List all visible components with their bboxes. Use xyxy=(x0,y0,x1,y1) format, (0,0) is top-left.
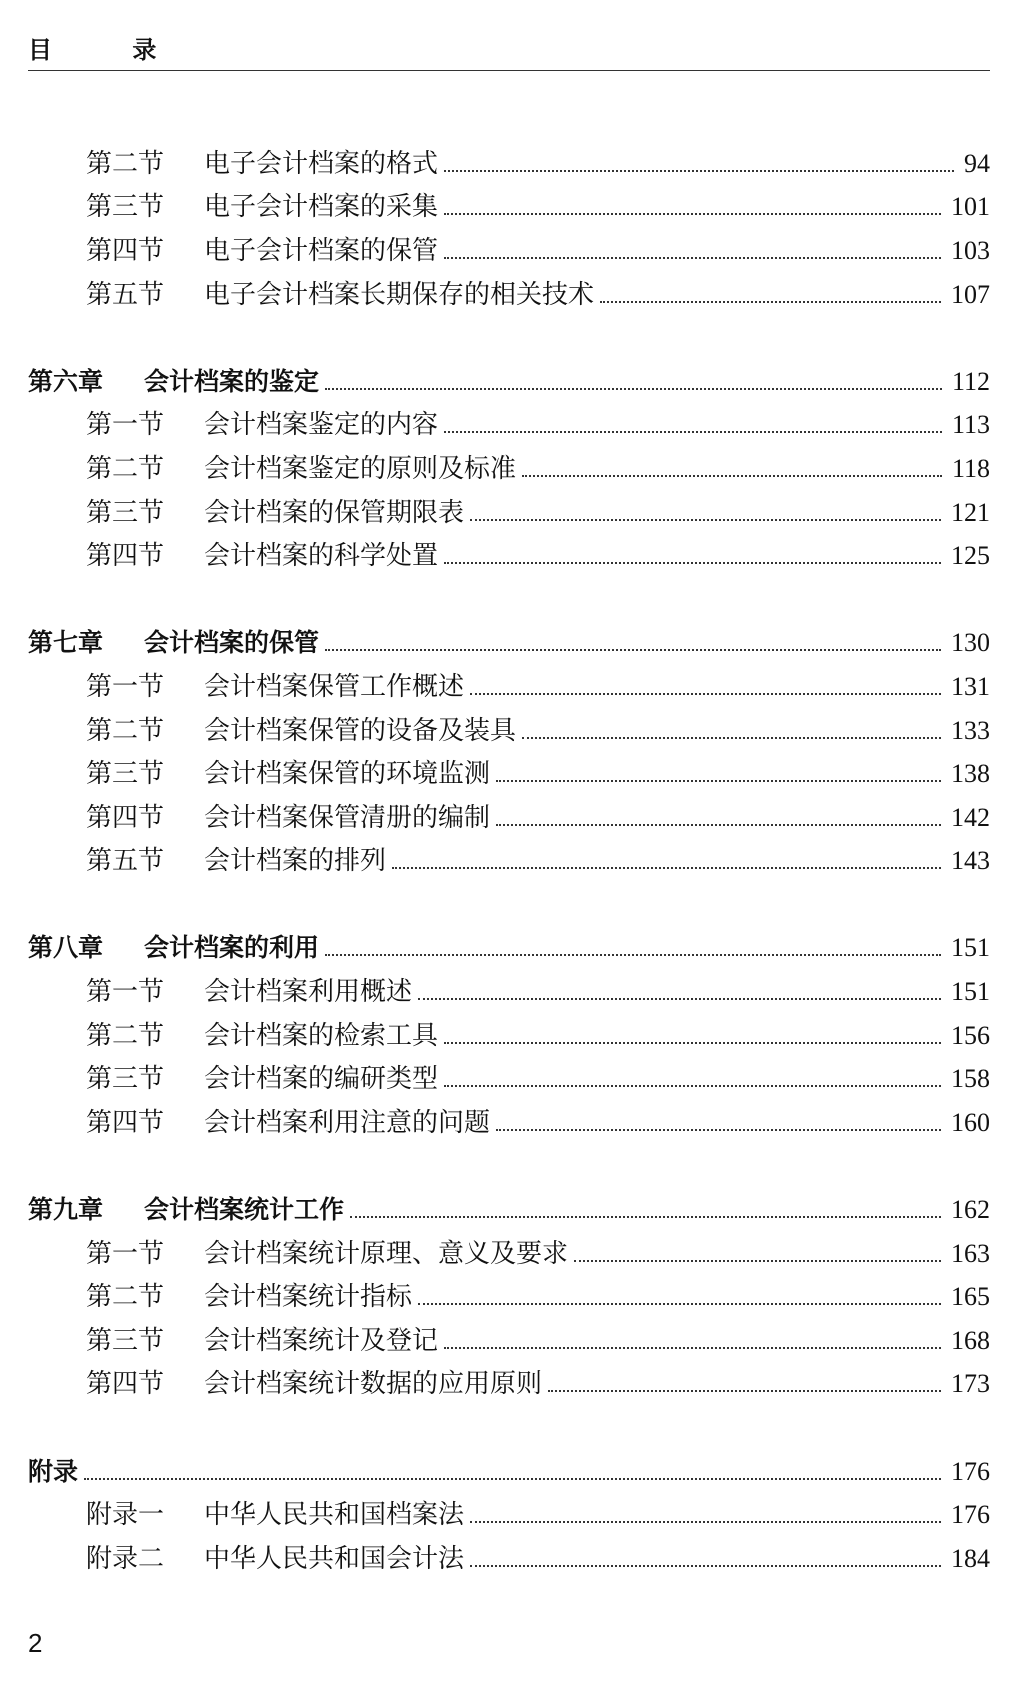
toc-chapter-6[interactable] xyxy=(28,360,990,404)
toc-entry[interactable] xyxy=(28,447,990,491)
toc-section-label: 第二节 xyxy=(86,715,165,746)
toc-section-title: 会计档案保管的环境监测 xyxy=(204,759,491,790)
toc-entry[interactable] xyxy=(28,229,990,273)
toc-entry[interactable] xyxy=(28,1232,990,1276)
dot-leader xyxy=(418,996,941,1000)
dot-leader xyxy=(444,1040,941,1044)
toc-section-label: 第三节 xyxy=(86,1325,165,1356)
toc-section-label: 第三节 xyxy=(86,497,165,528)
toc-page-number: 131 xyxy=(951,671,990,701)
toc-section-title: 会计档案的检索工具 xyxy=(204,1020,439,1051)
toc-page-number: 176 xyxy=(951,1456,990,1486)
dot-leader xyxy=(548,1388,941,1392)
toc-section-label: 第一节 xyxy=(86,1238,165,1269)
toc-section-label: 第四节 xyxy=(86,541,165,572)
toc-section-label: 第二节 xyxy=(86,1020,165,1051)
dot-leader xyxy=(470,691,941,695)
toc-section-title: 中华人民共和国档案法 xyxy=(204,1500,465,1531)
dot-leader xyxy=(470,1563,941,1567)
dot-leader xyxy=(444,429,942,433)
toc-page-number: 165 xyxy=(951,1282,990,1312)
toc-section-title: 会计档案统计及登记 xyxy=(204,1325,439,1356)
toc-appendix-title: 附录 xyxy=(28,1456,79,1486)
dot-leader xyxy=(444,1345,941,1349)
toc-page-number: 118 xyxy=(951,453,990,483)
toc-section-title: 会计档案的科学处置 xyxy=(204,541,439,572)
dot-leader xyxy=(418,1301,941,1305)
toc-section-label: 第一节 xyxy=(86,671,165,702)
toc-section-label: 第四节 xyxy=(86,1107,165,1138)
toc-entry[interactable] xyxy=(28,970,990,1014)
toc-entry[interactable] xyxy=(28,1319,990,1363)
toc-section-label: 第一节 xyxy=(86,410,165,441)
toc-page-number: 125 xyxy=(951,541,990,571)
toc-page-number: 143 xyxy=(951,846,990,876)
dot-leader xyxy=(350,1214,941,1218)
dot-leader xyxy=(325,647,941,651)
toc-chapter-title: 会计档案的鉴定 xyxy=(144,366,320,396)
spacer xyxy=(28,1145,990,1189)
toc-section-label: 第五节 xyxy=(86,846,165,877)
toc-section-label: 第一节 xyxy=(86,977,165,1008)
toc-page-number: 151 xyxy=(951,933,990,963)
toc-entry[interactable] xyxy=(28,1101,990,1145)
toc-entry[interactable] xyxy=(28,840,990,884)
toc-page-number: 158 xyxy=(951,1064,990,1094)
spacer xyxy=(28,1406,990,1450)
toc-section-title: 会计档案保管的设备及装具 xyxy=(204,715,517,746)
toc-entry[interactable] xyxy=(28,186,990,230)
toc-page-number: 107 xyxy=(951,279,990,309)
toc-section-label: 第四节 xyxy=(86,1369,165,1400)
toc-entry[interactable] xyxy=(28,796,990,840)
toc-section-title: 会计档案鉴定的原则及标准 xyxy=(204,453,517,484)
dot-leader xyxy=(496,822,941,826)
toc-section-title: 电子会计档案的采集 xyxy=(204,192,439,223)
toc-section-label: 第二节 xyxy=(86,453,165,484)
toc-section-title: 会计档案鉴定的内容 xyxy=(204,410,439,441)
page-header-title: 目 录 xyxy=(28,36,193,64)
toc-entry[interactable] xyxy=(28,752,990,796)
dot-leader xyxy=(325,952,941,956)
toc-page-number: 130 xyxy=(951,628,990,658)
toc-page-number: 168 xyxy=(951,1325,990,1355)
toc-entry[interactable] xyxy=(28,1363,990,1407)
toc-section-title: 电子会计档案的保管 xyxy=(204,235,439,266)
toc-chapter-title: 会计档案统计工作 xyxy=(144,1195,345,1225)
toc-page-number: 112 xyxy=(951,366,990,396)
dot-leader xyxy=(496,1127,941,1131)
dot-leader xyxy=(444,168,954,172)
toc-section-title: 电子会计档案的格式 xyxy=(204,148,439,179)
spacer xyxy=(28,316,990,360)
toc-section-title: 会计档案的编研类型 xyxy=(204,1064,439,1095)
toc-section-label: 第五节 xyxy=(86,279,165,310)
toc-chapter-9[interactable] xyxy=(28,1188,990,1232)
toc-page-number: 133 xyxy=(951,715,990,745)
toc-section-title: 会计档案利用注意的问题 xyxy=(204,1107,491,1138)
toc-entry[interactable] xyxy=(28,665,990,709)
toc-page-number: 101 xyxy=(951,192,990,222)
toc-entry[interactable] xyxy=(28,1275,990,1319)
page-header xyxy=(28,26,990,71)
toc-page-number: 156 xyxy=(951,1020,990,1050)
toc-entry[interactable] xyxy=(28,273,990,317)
toc-page-number: 138 xyxy=(951,759,990,789)
toc-page-number: 142 xyxy=(951,802,990,832)
toc-section-label: 第三节 xyxy=(86,1064,165,1095)
toc-entry[interactable] xyxy=(28,1493,990,1537)
toc-section-label: 附录一 xyxy=(86,1500,165,1531)
toc-section-label: 第二节 xyxy=(86,1282,165,1313)
toc-chapter-label: 第八章 xyxy=(28,933,104,963)
dot-leader xyxy=(470,517,941,521)
toc-page-number: 103 xyxy=(951,235,990,265)
toc-chapter-7[interactable] xyxy=(28,622,990,666)
toc-section-title: 会计档案的保管期限表 xyxy=(204,497,465,528)
toc-page-number: 162 xyxy=(951,1195,990,1225)
dot-leader xyxy=(392,865,941,869)
toc-section-label: 第四节 xyxy=(86,802,165,833)
toc-page-number: 184 xyxy=(951,1543,990,1573)
dot-leader xyxy=(444,560,941,564)
toc-section-label: 第二节 xyxy=(86,148,165,179)
dot-leader xyxy=(444,211,941,215)
toc-chapter-title: 会计档案的保管 xyxy=(144,628,320,658)
spacer xyxy=(28,578,990,622)
toc-entry[interactable] xyxy=(28,142,990,186)
toc-entry[interactable] xyxy=(28,404,990,448)
toc-section-label: 附录二 xyxy=(86,1543,165,1574)
toc-entry[interactable] xyxy=(28,491,990,535)
dot-leader xyxy=(496,778,941,782)
toc-page-number: 151 xyxy=(951,977,990,1007)
toc-section-title: 中华人民共和国会计法 xyxy=(204,1543,465,1574)
toc-page-number: 160 xyxy=(951,1107,990,1137)
toc-entry[interactable] xyxy=(28,1057,990,1101)
dot-leader xyxy=(325,386,942,390)
dot-leader xyxy=(522,473,942,477)
dot-leader xyxy=(522,735,941,739)
dot-leader xyxy=(470,1519,941,1523)
dot-leader xyxy=(84,1476,941,1480)
toc-page-number: 163 xyxy=(951,1238,990,1268)
table-of-contents xyxy=(28,142,990,1581)
toc-section-title: 会计档案保管工作概述 xyxy=(204,671,465,702)
toc-section-title: 会计档案的排列 xyxy=(204,846,387,877)
toc-page-number: 113 xyxy=(951,410,990,440)
dot-leader xyxy=(444,255,941,259)
toc-entry[interactable] xyxy=(28,1537,990,1581)
toc-section-title: 会计档案保管清册的编制 xyxy=(204,802,491,833)
toc-entry[interactable] xyxy=(28,1014,990,1058)
toc-page-number: 176 xyxy=(951,1500,990,1530)
toc-chapter-label: 第七章 xyxy=(28,628,104,658)
page-number: 2 xyxy=(28,1628,43,1658)
toc-section-label: 第三节 xyxy=(86,192,165,223)
toc-section-title: 会计档案统计数据的应用原则 xyxy=(204,1369,543,1400)
spacer xyxy=(28,883,990,927)
toc-section-title: 会计档案利用概述 xyxy=(204,977,413,1008)
toc-section-label: 第三节 xyxy=(86,759,165,790)
toc-page-number: 121 xyxy=(951,497,990,527)
toc-chapter-8[interactable] xyxy=(28,927,990,971)
toc-chapter-title: 会计档案的利用 xyxy=(144,933,320,963)
dot-leader xyxy=(600,299,941,303)
toc-section-label: 第四节 xyxy=(86,235,165,266)
toc-entry[interactable] xyxy=(28,534,990,578)
dot-leader xyxy=(574,1258,941,1262)
toc-page-number: 94 xyxy=(964,148,990,178)
toc-chapter-label: 第六章 xyxy=(28,366,104,396)
toc-entry[interactable] xyxy=(28,709,990,753)
toc-chapter-label: 第九章 xyxy=(28,1195,104,1225)
toc-appendix[interactable] xyxy=(28,1450,990,1494)
toc-section-title: 会计档案统计指标 xyxy=(204,1282,413,1313)
toc-section-title: 电子会计档案长期保存的相关技术 xyxy=(204,279,595,310)
dot-leader xyxy=(444,1083,941,1087)
toc-page-number: 173 xyxy=(951,1369,990,1399)
toc-section-title: 会计档案统计原理、意义及要求 xyxy=(204,1238,569,1269)
